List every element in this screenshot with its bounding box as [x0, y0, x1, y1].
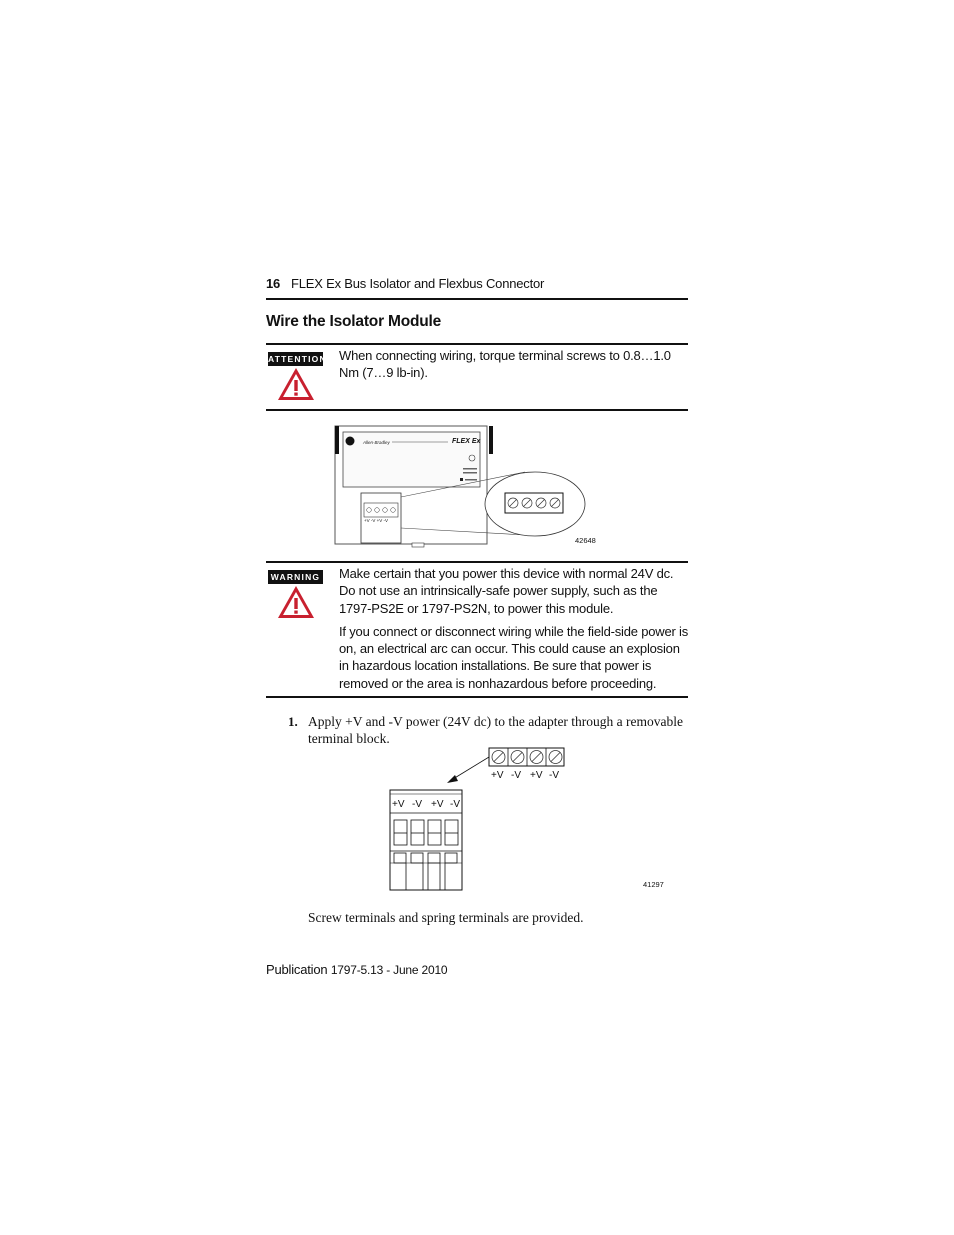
running-title: FLEX Ex Bus Isolator and Flexbus Connector — [291, 276, 545, 291]
step-text: Apply +V and -V power (24V dc) to the adapter through a removable terminal block. — [308, 714, 684, 747]
module-terminal-labels: +V -V +V -V — [364, 518, 389, 523]
isolator-module-figure — [330, 420, 620, 550]
upper-label-3: +V — [530, 770, 543, 781]
warning-tag: WARNING — [268, 570, 323, 584]
attention-bottom-rule — [266, 409, 688, 411]
warning-triangle-icon — [276, 366, 316, 402]
upper-label-4: -V — [549, 770, 559, 781]
footer — [266, 962, 447, 977]
warning-top-rule — [266, 561, 688, 563]
header-rule — [266, 298, 688, 300]
lower-label-1: +V — [392, 799, 405, 810]
page-number: 16 — [266, 276, 281, 291]
upper-label-2: -V — [511, 770, 521, 781]
attention-text: When connecting wiring, torque terminal screws to 0.8…1.0 Nm (7…9 lb-in). — [339, 348, 671, 381]
warning-text: Make certain that you power this device with normal 24V dc. Do not use an intrinsically-safe power supply, such as the 1797-PS2E or 1797-PS2N, to power this module. If you connect or disconnect wiring while the field-side power is on, an electrical arc can occur. This could cause an explosion in hazardous location installations. Be sure that power is removed or the area is nonhazardous before proceeding. — [339, 566, 689, 691]
publication-number: 1797-5.13 - June 2010 — [330, 963, 448, 977]
flex-ex-logo: FLEX Ex — [452, 438, 481, 445]
brand-label: Allen-Bradley — [363, 440, 390, 445]
lower-label-2: -V — [412, 799, 422, 810]
lower-label-3: +V — [431, 799, 444, 810]
terminal-block-figure — [385, 745, 675, 895]
step-number: 1. — [288, 714, 298, 729]
figure-id-42648: 42648 — [575, 536, 596, 545]
attention-top-rule — [266, 343, 688, 345]
lower-label-4: -V — [450, 799, 460, 810]
attention-tag: ATTENTION — [268, 354, 327, 364]
closing-text: Screw terminals and spring terminals are provided. — [308, 910, 584, 925]
section-title: Wire the Isolator Module — [266, 313, 442, 330]
warning-triangle-icon — [276, 584, 316, 620]
warning-bottom-rule — [266, 696, 688, 698]
figure-id-41297: 41297 — [643, 880, 664, 889]
upper-label-1: +V — [491, 770, 504, 781]
footer-label: Publication — [266, 962, 328, 977]
